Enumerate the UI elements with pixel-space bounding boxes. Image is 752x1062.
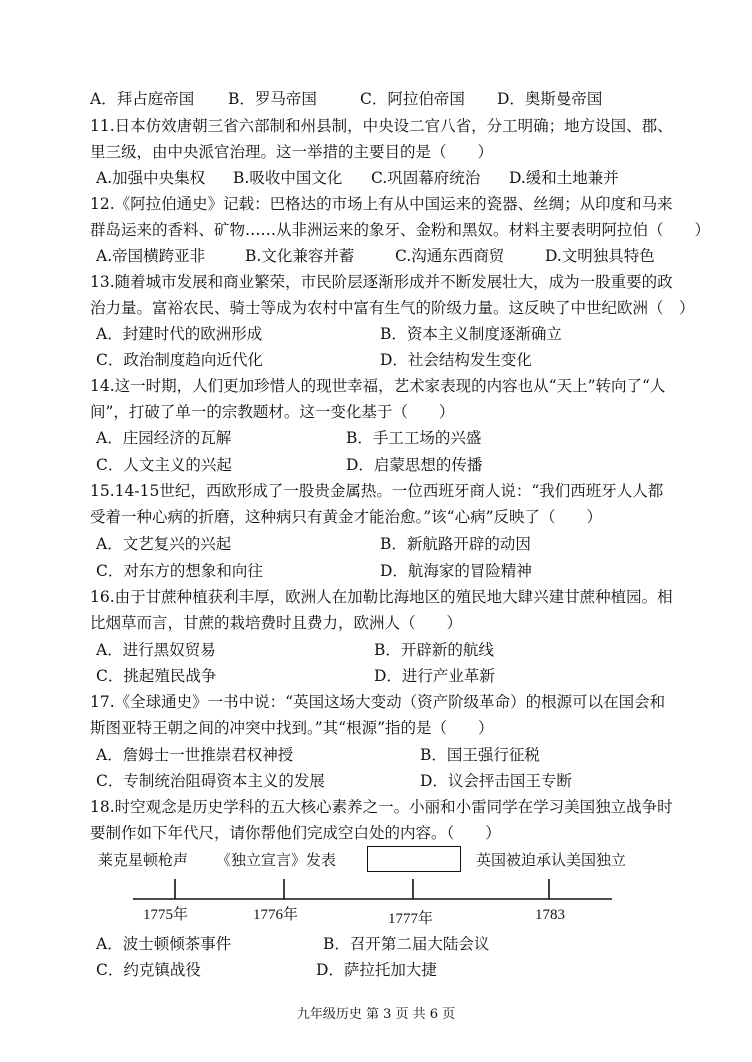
q11-option-b: B.吸收中国文化 — [233, 169, 343, 187]
q16-option-d: D．进行产业革新 — [374, 667, 495, 685]
q15-option-b: B．新航路开辟的动因 — [380, 535, 531, 553]
q17-stem-line-2: 斯图亚特王朝之间的冲突中找到。”其“根源”指的是（ ） — [90, 719, 494, 737]
q11-option-a: A.加强中央集权 — [96, 169, 206, 187]
timeline-event-declaration: 《独立宣言》发表 — [216, 851, 337, 869]
q15-option-c: C．对东方的想象和向往 — [96, 562, 263, 580]
q11-option-c: C.巩固幕府统治 — [371, 169, 481, 187]
q15-option-d: D．航海家的冒险精神 — [380, 562, 532, 580]
q15-stem-line-1: 15.14-15世纪，西欧形成了一股贵金属热。一位西班牙商人说：“我们西班牙人人都 — [90, 482, 664, 500]
q15-stem-line-2: 受着一种心病的折磨，这种病只有黄金才能治愈。”该“心病”反映了（ ） — [90, 508, 603, 526]
q15-option-a: A．文艺复兴的兴起 — [96, 535, 232, 553]
q16-option-c: C．挑起殖民战争 — [96, 667, 217, 685]
q11-stem-line-2: 里三级，由中央派官治理。这一举措的主要目的是（ ） — [90, 143, 494, 161]
timeline-year-1776: 1776年 — [253, 907, 299, 923]
q18-stem-line-1: 18.时空观念是历史学科的五大核心素养之一。小丽和小雷同学在学习美国独立战争时 — [90, 798, 673, 816]
q16-stem-line-1: 16.由于甘蔗种植获利丰厚，欧洲人在加勒比海地区的殖民地大肆兴建甘蔗种植园。相 — [90, 588, 673, 606]
timeline-year-1783: 1783 — [535, 907, 565, 923]
q17-option-d: D．议会抨击国王专断 — [420, 772, 572, 790]
timeline-year-1777: 1777年 — [388, 911, 434, 927]
q12-stem-line-2: 群岛运来的香料、矿物……从非洲运来的象牙、金粉和黑奴。材料主要表明阿拉伯（ ） — [90, 221, 711, 239]
q10-option-c: C．阿拉伯帝国 — [360, 90, 465, 108]
q17-option-b: B．国王强行征税 — [420, 746, 540, 764]
timeline-event-lexington: 莱克星顿枪声 — [98, 851, 189, 869]
q16-option-a: A．进行黑奴贸易 — [96, 641, 216, 659]
q18-option-b: B．召开第二届大陆会议 — [323, 935, 490, 953]
q12-option-c: C.沟通东西商贸 — [395, 247, 505, 265]
q13-stem-line-1: 13.随着城市发展和商业繁荣，市民阶层逐渐形成并不断发展壮大，成为一股重要的政 — [90, 273, 673, 291]
q12-option-d: D.文明独具特色 — [545, 247, 655, 265]
q14-option-b: B．手工工场的兴盛 — [346, 429, 482, 447]
q16-stem-line-2: 比烟草而言，甘蔗的栽培费时且费力，欧洲人（ ） — [90, 614, 463, 632]
q14-stem-line-2: 间”，打破了单一的宗教题材。这一变化基于（ ） — [90, 403, 455, 421]
q13-option-c: C．政治制度趋向近代化 — [96, 351, 263, 369]
q18-stem-line-2: 要制作如下年代尺，请你帮他们完成空白处的内容。（ ） — [90, 824, 501, 842]
q16-option-b: B．开辟新的航线 — [374, 641, 494, 659]
q12-option-a: A.帝国横跨亚非 — [96, 247, 206, 265]
q14-option-c: C．人文主义的兴起 — [96, 456, 232, 474]
q18-option-a: A．波士顿倾茶事件 — [96, 935, 232, 953]
q12-stem-line-1: 12.《阿拉伯通史》记载：巴格达的市场上有从中国运来的瓷器、丝绸；从印度和马来 — [90, 195, 673, 213]
q13-option-b: B．资本主义制度逐渐确立 — [380, 325, 562, 343]
q10-option-d: D．奥斯曼帝国 — [497, 90, 603, 108]
q18-option-d: D．萨拉托加大捷 — [316, 961, 437, 979]
q18-option-c: C．约克镇战役 — [96, 961, 201, 979]
q14-option-d: D．启蒙思想的传播 — [346, 456, 483, 474]
q17-option-a: A．詹姆士一世推崇君权神授 — [96, 746, 294, 764]
q10-option-b: B．罗马帝国 — [228, 90, 317, 108]
q10-option-a: A．拜占庭帝国 — [90, 90, 195, 108]
q12-option-b: B.文化兼容并蓄 — [245, 247, 355, 265]
timeline-year-1775: 1775年 — [143, 907, 189, 923]
page-footer: 九年级历史 第 3 页 共 6 页 — [296, 1007, 456, 1022]
q17-option-c: C．专制统治阻碍资本主义的发展 — [96, 772, 325, 790]
q18-timeline — [0, 842, 752, 932]
q14-option-a: A．庄园经济的瓦解 — [96, 429, 232, 447]
timeline-axis — [0, 842, 752, 932]
q14-stem-line-1: 14.这一时期，人们更加珍惜人的现世幸福，艺术家表现的内容也从“天上”转向了“人 — [90, 377, 666, 395]
q11-stem-line-1: 11.日本仿效唐朝三省六部制和州县制，中央设二官八省，分工明确；地方设国、郡、 — [90, 117, 673, 135]
q13-option-d: D．社会结构发生变化 — [380, 351, 532, 369]
q13-option-a: A．封建时代的欧洲形成 — [96, 325, 263, 343]
q17-stem-line-1: 17.《全球通史》一书中说：“英国这场大变动（资产阶级革命）的根源可以在国会和 — [90, 693, 666, 711]
q11-option-d: D.缓和土地兼并 — [509, 169, 619, 187]
timeline-event-recognition: 英国被迫承认美国独立 — [476, 851, 627, 869]
q13-stem-line-2: 治力量。富裕农民、骑士等成为农村中富有生气的阶级力量。这反映了中世纪欧洲（ ） — [90, 299, 695, 317]
